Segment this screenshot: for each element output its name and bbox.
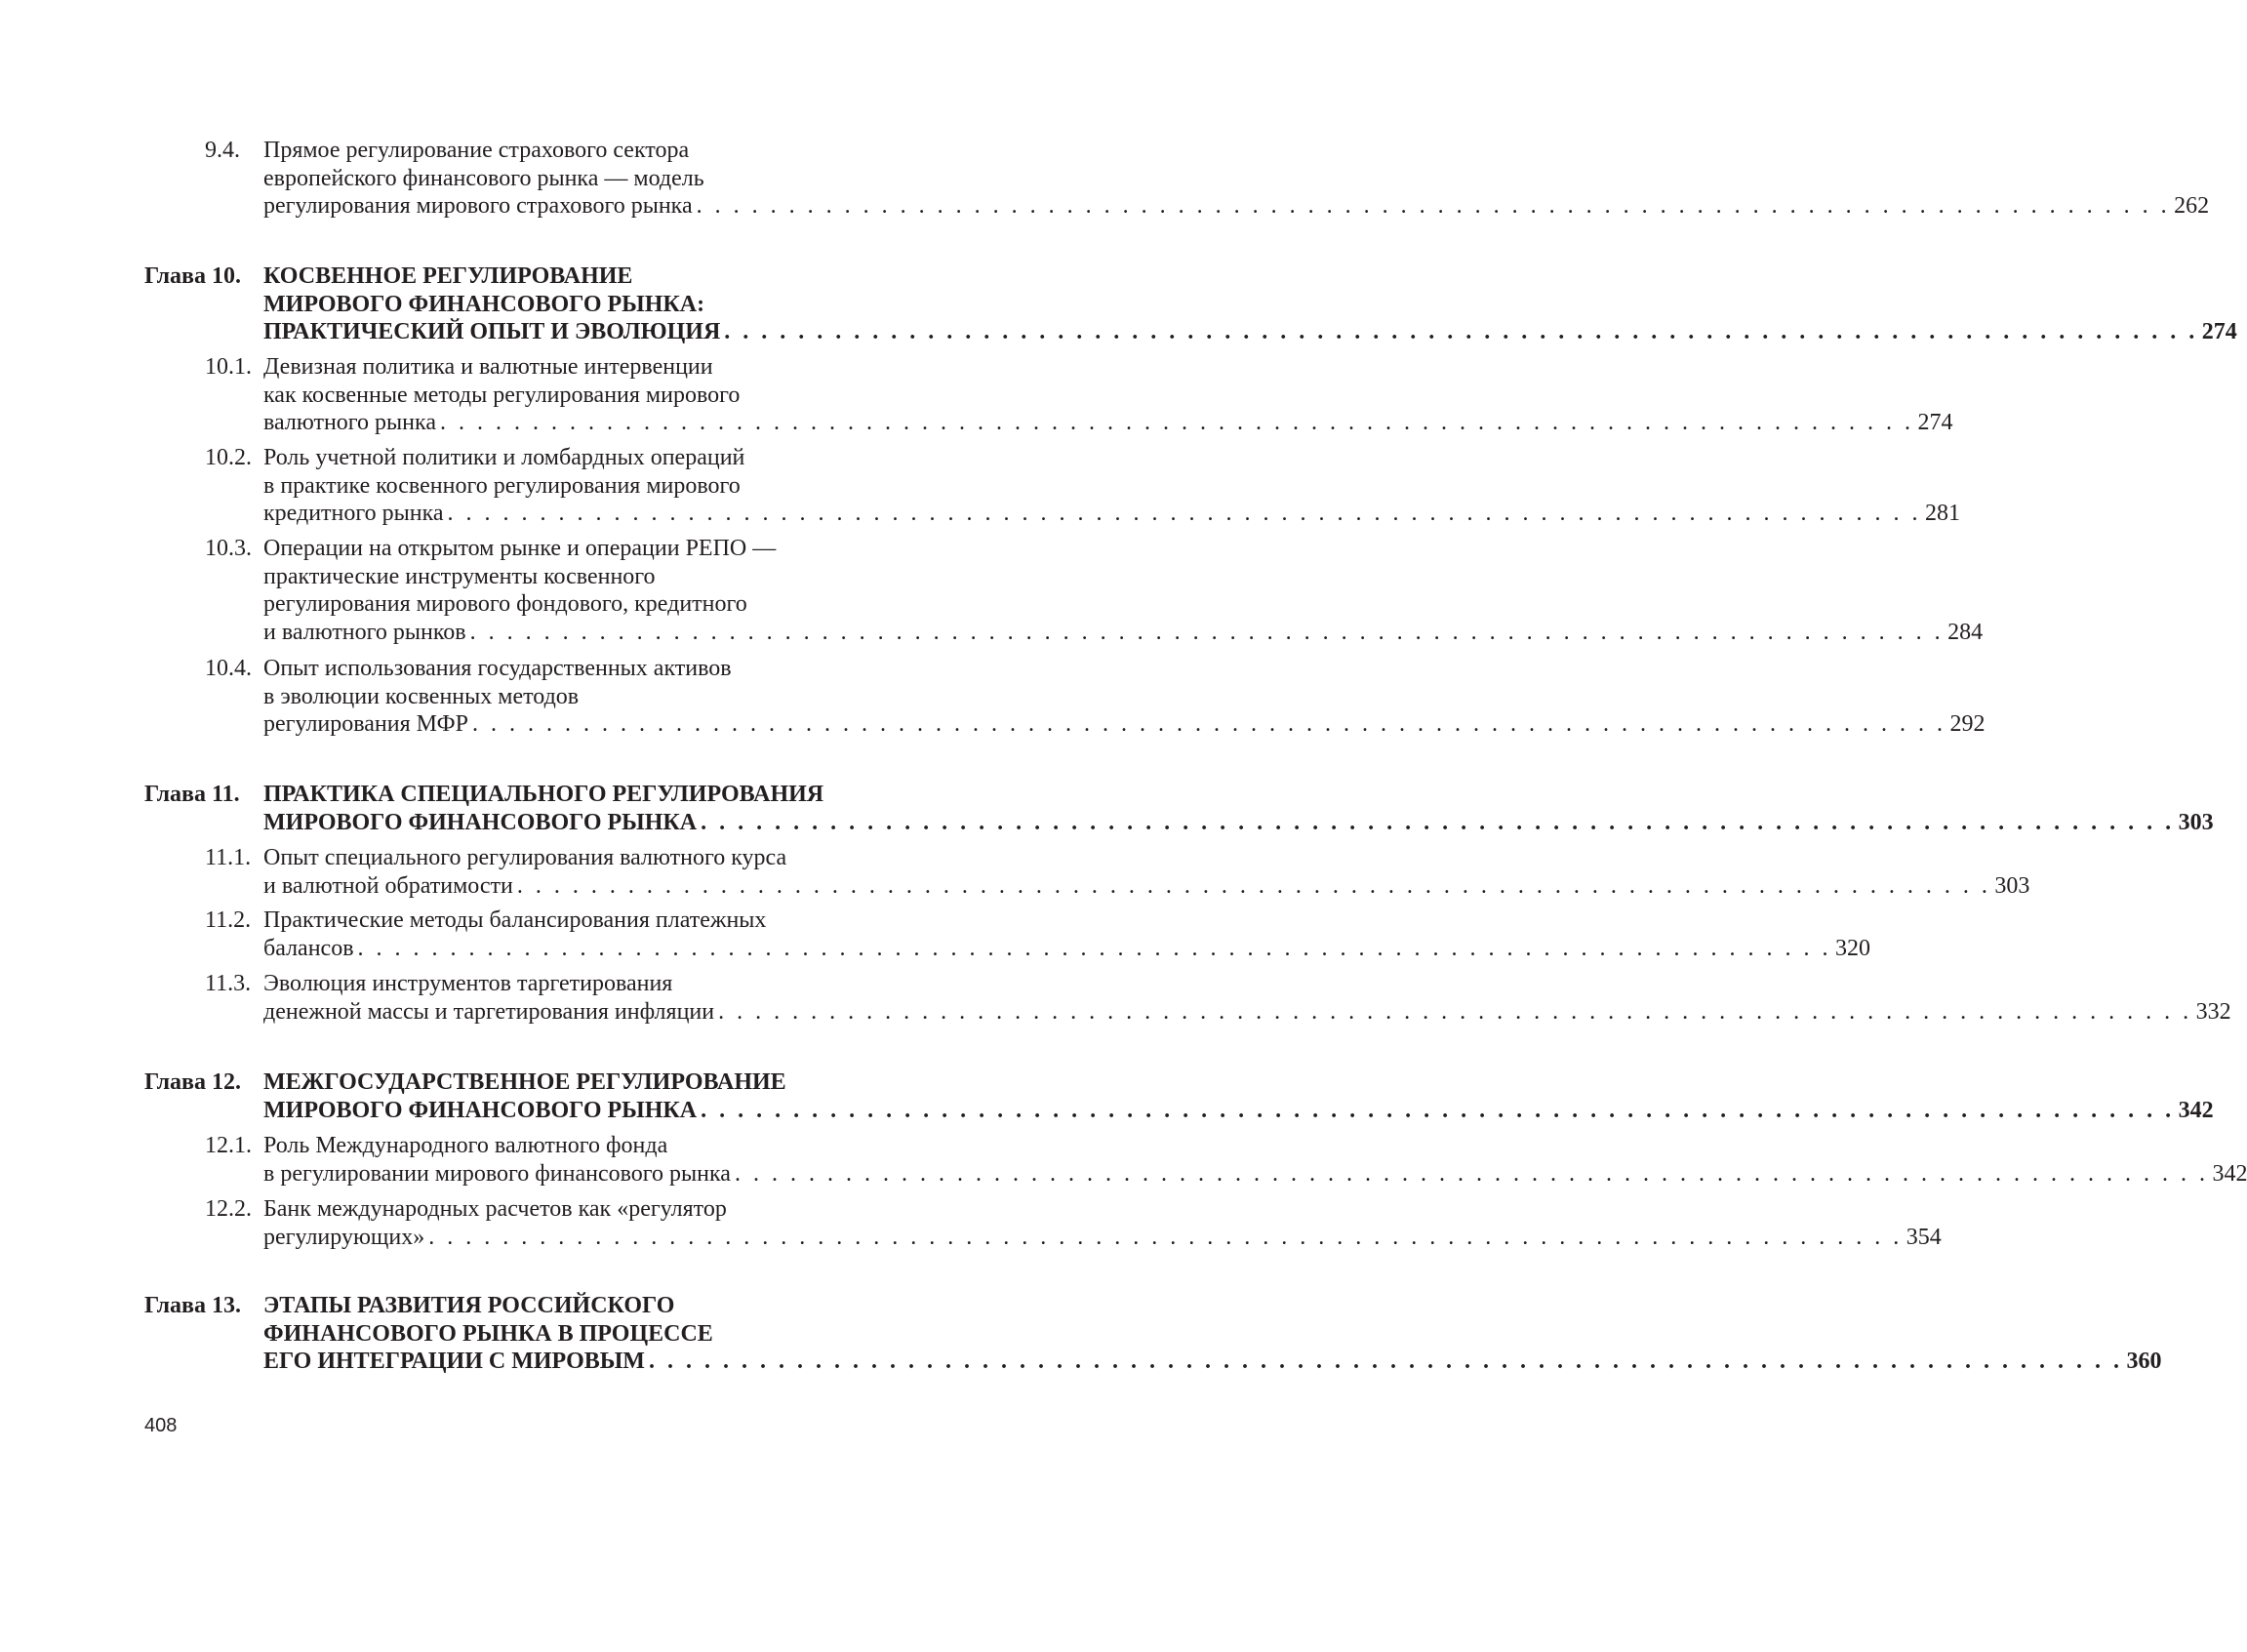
- entry-title-line: Банк международных расчетов как «регулятор: [263, 1196, 727, 1222]
- toc-section: [144, 907, 1871, 962]
- toc-line: [144, 382, 920, 410]
- toc-line: [144, 809, 2214, 837]
- dot-leader: . . . . . . . . . . . . . . . . . . . . . . . . . . . . . . . . . . . . . . . . . . . . . . . . . . . . . . . . . . . . . . . . . . . . . . . . . . . . . . . .: [701, 809, 2175, 835]
- toc-line: [144, 590, 920, 619]
- dot-leader: . . . . . . . . . . . . . . . . . . . . . . . . . . . . . . . . . . . . . . . . . . . . . . . . . . . . . . . . . . . . . . . . . . . . . . . . . . . . . . . .: [428, 1224, 1903, 1250]
- section-number: 10.4.: [205, 656, 252, 681]
- dot-leader: . . . . . . . . . . . . . . . . . . . . . . . . . . . . . . . . . . . . . . . . . . . . . . . . . . . . . . . . . . . . . . . . . . . . . . . . . . . . . . . .: [718, 998, 2192, 1025]
- entry-title-line: регулирования МФР: [263, 711, 468, 738]
- toc-line: [144, 444, 920, 472]
- toc-line: [144, 970, 920, 998]
- dot-leader: . . . . . . . . . . . . . . . . . . . . . . . . . . . . . . . . . . . . . . . . . . . . . . . . . . . . . . . . . . . . . . . . . . . . . . . . . . . . . . . .: [469, 620, 1945, 646]
- toc-section: [144, 444, 1961, 528]
- chapter-label: Глава 10.: [144, 263, 241, 289]
- toc-section: [144, 353, 1953, 437]
- toc-line: [144, 535, 920, 563]
- entry-page: 332: [2195, 998, 2231, 1025]
- toc-section: [144, 137, 2210, 221]
- toc-line: [144, 563, 920, 591]
- toc-line: [144, 655, 920, 683]
- entry-title-line: как косвенные методы регулирования мирового: [263, 382, 741, 408]
- section-number: 12.1.: [205, 1133, 252, 1158]
- toc-line: [144, 353, 920, 382]
- dot-leader: . . . . . . . . . . . . . . . . . . . . . . . . . . . . . . . . . . . . . . . . . . . . . . . . . . . . . . . . . . . . . . . . . . . . . . . . . . . . . . . .: [724, 319, 2198, 345]
- page-number: 408: [144, 1415, 178, 1436]
- section-number: 11.2.: [205, 907, 252, 933]
- entry-title-line: практические инструменты косвенного: [263, 563, 656, 589]
- section-number: 10.1.: [205, 354, 252, 380]
- entry-title-line: кредитного рынка: [263, 501, 444, 527]
- toc-chapter: [144, 262, 2237, 346]
- toc-line: [144, 500, 1961, 528]
- toc-line: [144, 262, 920, 291]
- entry-page: 354: [1906, 1224, 1942, 1250]
- dot-leader: . . . . . . . . . . . . . . . . . . . . . . . . . . . . . . . . . . . . . . . . . . . . . . . . . . . . . . . . . . . . . . . . . . . . . . . . . . . . . . . .: [439, 410, 1914, 436]
- toc-line: [144, 318, 2237, 346]
- entry-title-line: МИРОВОГО ФИНАНСОВОГО РЫНКА:: [263, 291, 705, 317]
- toc-line: [144, 1224, 1942, 1252]
- entry-title-line: регулирования мирового фондового, кредитного: [263, 591, 747, 618]
- entry-page: 342: [2212, 1160, 2247, 1187]
- entry-title-line: Практические методы балансирования платежных: [263, 907, 767, 933]
- entry-title-line: балансов: [263, 935, 354, 961]
- entry-page: 320: [1835, 935, 1871, 961]
- chapter-label: Глава 11.: [144, 782, 240, 807]
- dot-leader: . . . . . . . . . . . . . . . . . . . . . . . . . . . . . . . . . . . . . . . . . . . . . . . . . . . . . . . . . . . . . . . . . . . . . . . . . . . . . . . .: [472, 711, 1946, 738]
- toc-section: [144, 970, 2231, 1026]
- entry-title-line: регулирующих»: [263, 1224, 425, 1250]
- chapter-label: Глава 12.: [144, 1069, 241, 1095]
- section-number: 11.1.: [205, 845, 252, 870]
- toc-line: [144, 1195, 920, 1224]
- entry-title-line: Опыт использования государственных активов: [263, 656, 732, 681]
- entry-title-line: ФИНАНСОВОГО РЫНКА В ПРОЦЕССЕ: [263, 1320, 713, 1347]
- toc-section: [144, 1195, 1942, 1251]
- section-number: 12.2.: [205, 1196, 252, 1222]
- entry-title-line: ЕГО ИНТЕГРАЦИИ С МИРОВЫМ: [263, 1349, 645, 1375]
- dot-leader: . . . . . . . . . . . . . . . . . . . . . . . . . . . . . . . . . . . . . . . . . . . . . . . . . . . . . . . . . . . . . . . . . . . . . . . . . . . . . . . .: [701, 1097, 2175, 1123]
- toc-line: [144, 619, 1984, 647]
- entry-title-line: и валютной обратимости: [263, 872, 513, 899]
- entry-title-line: регулирования мирового страхового рынка: [263, 193, 693, 220]
- toc-line: [144, 1292, 920, 1320]
- toc-line: [144, 1068, 920, 1097]
- entry-title-line: в эволюции косвенных методов: [263, 683, 580, 709]
- entry-title-line: МИРОВОГО ФИНАНСОВОГО РЫНКА: [263, 1097, 698, 1123]
- entry-page: 262: [2174, 193, 2210, 220]
- entry-page: 303: [2178, 809, 2214, 835]
- entry-title-line: МЕЖГОСУДАРСТВЕННОЕ РЕГУЛИРОВАНИЕ: [263, 1069, 786, 1095]
- entry-title-line: Эволюция инструментов таргетирования: [263, 971, 673, 996]
- entry-title-line: Операции на открытом рынке и операции РЕПО —: [263, 536, 777, 561]
- dot-leader: . . . . . . . . . . . . . . . . . . . . . . . . . . . . . . . . . . . . . . . . . . . . . . . . . . . . . . . . . . . . . . . . . . . . . . . . . . . . . . . .: [516, 872, 1991, 899]
- entry-title-line: в регулировании мирового финансового рынка: [263, 1160, 731, 1187]
- entry-title-line: Девизная политика и валютные интервенции: [263, 354, 713, 380]
- entry-title-line: ПРАКТИЧЕСКИЙ ОПЫТ И ЭВОЛЮЦИЯ: [263, 319, 721, 345]
- toc-section: [144, 535, 1984, 647]
- entry-title-line: Опыт специального регулирования валютного курса: [263, 845, 787, 870]
- entry-page: 281: [1925, 501, 1961, 527]
- entry-title-line: Роль Международного валютного фонда: [263, 1133, 668, 1158]
- toc-line: [144, 137, 920, 165]
- toc-line: [144, 192, 2210, 221]
- toc-chapter: [144, 781, 2214, 836]
- toc-line: [144, 165, 920, 193]
- toc-chapter: [144, 1068, 2214, 1124]
- entry-title-line: европейского финансового рынка — модель: [263, 165, 704, 191]
- dot-leader: . . . . . . . . . . . . . . . . . . . . . . . . . . . . . . . . . . . . . . . . . . . . . . . . . . . . . . . . . . . . . . . . . . . . . . . . . . . . . . . .: [734, 1160, 2209, 1187]
- toc-section: [144, 1132, 2247, 1188]
- dot-leader: . . . . . . . . . . . . . . . . . . . . . . . . . . . . . . . . . . . . . . . . . . . . . . . . . . . . . . . . . . . . . . . . . . . . . . . . . . . . . . . .: [357, 935, 1832, 961]
- toc-line: [144, 472, 920, 501]
- section-number: 11.3.: [205, 971, 252, 996]
- toc-line: [144, 1160, 2247, 1189]
- toc-line: [144, 683, 920, 711]
- toc-line: [144, 872, 2030, 901]
- entry-page: 303: [1994, 872, 2030, 899]
- toc-line: [144, 1132, 920, 1160]
- toc-line: [144, 409, 1953, 437]
- section-number: 10.2.: [205, 445, 252, 470]
- entry-title-line: денежной массы и таргетирования инфляции: [263, 998, 715, 1025]
- section-number: 9.4.: [205, 138, 240, 163]
- toc-line: [144, 907, 920, 935]
- entry-title-line: валютного рынка: [263, 410, 436, 436]
- section-number: 10.3.: [205, 536, 252, 561]
- dot-leader: . . . . . . . . . . . . . . . . . . . . . . . . . . . . . . . . . . . . . . . . . . . . . . . . . . . . . . . . . . . . . . . . . . . . . . . . . . . . . . . .: [696, 193, 2171, 220]
- entry-page: 274: [1917, 410, 1953, 436]
- entry-page: 274: [2201, 319, 2237, 345]
- chapter-label: Глава 13.: [144, 1293, 241, 1318]
- toc-line: [144, 781, 920, 809]
- entry-title-line: в практике косвенного регулирования мирового: [263, 472, 741, 499]
- entry-title-line: ЭТАПЫ РАЗВИТИЯ РОССИЙСКОГО: [263, 1293, 675, 1318]
- entry-page: 342: [2178, 1097, 2214, 1123]
- toc-line: [144, 710, 1986, 739]
- toc-line: [144, 1320, 920, 1349]
- toc-line: [144, 998, 2231, 1027]
- entry-title-line: Прямое регулирование страхового сектора: [263, 138, 690, 163]
- entry-title-line: ПРАКТИКА СПЕЦИАЛЬНОГО РЕГУЛИРОВАНИЯ: [263, 782, 824, 807]
- dot-leader: . . . . . . . . . . . . . . . . . . . . . . . . . . . . . . . . . . . . . . . . . . . . . . . . . . . . . . . . . . . . . . . . . . . . . . . . . . . . . . . .: [447, 501, 1922, 527]
- toc-line: [144, 1097, 2214, 1125]
- entry-title-line: и валютного рынков: [263, 620, 466, 646]
- dot-leader: . . . . . . . . . . . . . . . . . . . . . . . . . . . . . . . . . . . . . . . . . . . . . . . . . . . . . . . . . . . . . . . . . . . . . . . . . . . . . . . .: [648, 1349, 2123, 1375]
- entry-title-line: МИРОВОГО ФИНАНСОВОГО РЫНКА: [263, 809, 698, 835]
- entry-page: 292: [1949, 711, 1986, 738]
- entry-title-line: КОСВЕННОЕ РЕГУЛИРОВАНИЕ: [263, 263, 633, 289]
- toc-line: [144, 935, 1871, 963]
- toc-line: [144, 1348, 2162, 1376]
- toc-line: [144, 291, 920, 319]
- entry-title-line: Роль учетной политики и ломбардных операций: [263, 445, 745, 470]
- entry-page: 360: [2126, 1349, 2162, 1375]
- toc-chapter: [144, 1292, 2162, 1376]
- toc-section: [144, 655, 1986, 739]
- toc-line: [144, 844, 920, 872]
- toc-section: [144, 844, 2030, 900]
- entry-page: 284: [1947, 620, 1984, 646]
